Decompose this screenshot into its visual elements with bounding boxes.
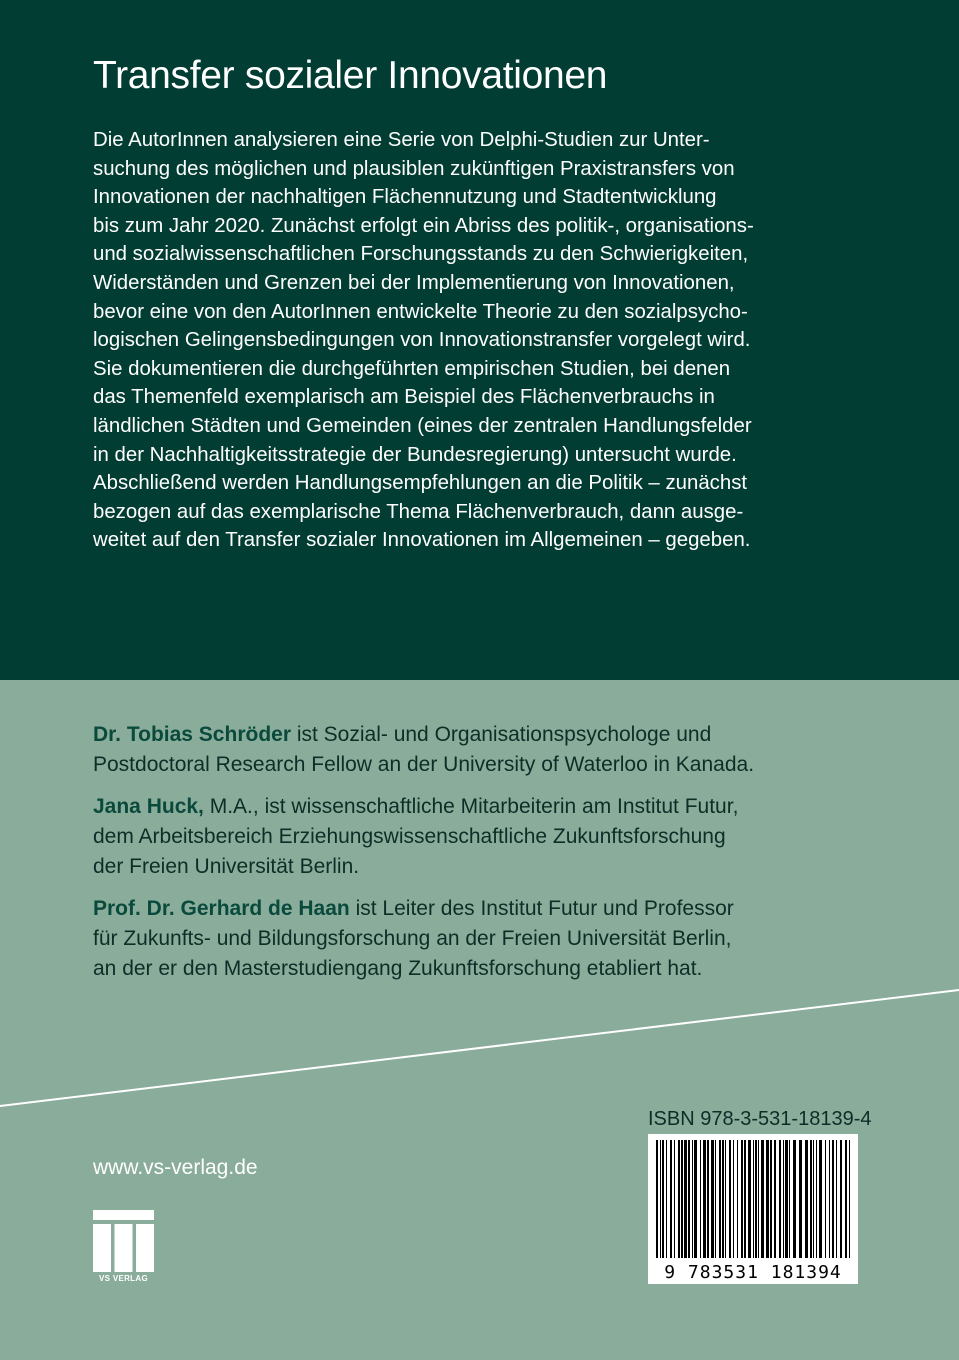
barcode-bar — [766, 1140, 769, 1258]
barcode-bar — [725, 1140, 726, 1258]
author-bio-line: an der er den Masterstudiengang Zukunftsforschung etabliert hat. — [93, 957, 703, 980]
author-bio-line: dem Arbeitsbereich Erziehungswissenschaftliche Zukunftsforschung — [93, 825, 726, 848]
description-line: bevor eine von den AutorInnen entwickelte Theorie zu den sozialpsycho- — [93, 300, 748, 323]
barcode — [648, 1134, 858, 1284]
barcode-bar — [813, 1140, 814, 1258]
barcode-bar — [783, 1140, 784, 1258]
barcode-bar — [789, 1140, 790, 1258]
description-line: bis zum Jahr 2020. Zunächst erfolgt ein Abriss des politik-, organisations- — [93, 214, 754, 237]
barcode-bar — [715, 1140, 716, 1258]
author-bio-text: M.A., ist wissenschaftliche Mitarbeiterin am Institut Futur, — [203, 795, 739, 818]
description-line: logischen Gelingensbedingungen von Innovationstransfer vorgelegt wird. — [93, 329, 751, 352]
vs-verlag-logo — [93, 1210, 154, 1285]
barcode-bar — [840, 1140, 842, 1258]
barcode-bar — [719, 1140, 721, 1258]
barcode-bar — [662, 1140, 664, 1258]
barcode-bar — [836, 1140, 837, 1258]
barcode-bar — [684, 1140, 687, 1258]
vs-verlag-logo-icon — [93, 1210, 154, 1272]
description-line: das Themenfeld exemplarisch am Beispiel des Flächenverbrauchs in — [93, 386, 715, 409]
barcode-bar — [819, 1140, 822, 1258]
barcode-bar — [753, 1140, 754, 1258]
description-line: bezogen auf das exemplarische Thema Flächenverbrauch, dann ausge- — [93, 500, 744, 523]
barcode-bar — [761, 1140, 764, 1258]
description-line: Innovationen der nachhaltigen Flächennutzung und Stadtentwicklung — [93, 186, 717, 209]
barcode-bar — [825, 1140, 826, 1258]
description-line: in der Nachhaltigkeitsstrategie der Bundesregierung) untersucht wurde. — [93, 443, 737, 466]
barcode-bar — [845, 1140, 847, 1258]
barcode-bar — [785, 1140, 788, 1258]
barcode-bar — [660, 1140, 661, 1258]
description-line: ländlichen Städten und Gemeinden (eines der zentralen Handlungsfelder — [93, 414, 752, 437]
barcode-bar — [694, 1140, 697, 1258]
description-line: Abschließend werden Handlungsempfehlungen an die Politik – zunächst — [93, 472, 748, 495]
barcode-bar — [670, 1140, 672, 1258]
author-bio-line: der Freien Universität Berlin. — [93, 855, 360, 878]
book-title: Transfer sozialer Innovationen — [93, 54, 608, 97]
barcode-bar — [729, 1140, 731, 1258]
barcode-bar — [816, 1140, 817, 1258]
barcode-bar — [799, 1140, 802, 1258]
author-name: Dr. Tobias Schröder — [93, 723, 291, 746]
barcode-bar — [744, 1140, 746, 1258]
publisher-website: www.vs-verlag.de — [93, 1156, 258, 1179]
description-line: suchung des möglichen und plausiblen zukünftigen Praxistransfers von — [93, 157, 735, 180]
description-line: Sie dokumentieren die durchgeführten empirischen Studien, bei denen — [93, 357, 731, 380]
barcode-bar — [681, 1140, 683, 1258]
barcode-bar — [779, 1140, 781, 1258]
description-line: Widerständen und Grenzen bei der Implementierung von Innovationen, — [93, 271, 735, 294]
barcode-bar — [678, 1140, 680, 1258]
author-name: Jana Huck, — [93, 795, 204, 818]
barcode-bar — [829, 1140, 830, 1258]
barcode-bar — [849, 1140, 850, 1258]
barcode-bar — [748, 1140, 751, 1258]
barcode-icon — [648, 1134, 858, 1284]
barcode-bar — [703, 1140, 706, 1258]
barcode-bar — [656, 1140, 658, 1258]
barcode-bar — [688, 1140, 690, 1258]
publisher-logo-text: VS VERLAG — [99, 1274, 148, 1283]
barcode-bar — [770, 1140, 772, 1258]
barcode-bar — [755, 1140, 757, 1258]
author-bio-line: für Zukunfts- und Bildungsforschung an der Freien Universität Berlin, — [93, 927, 732, 950]
author-bio-text: ist Leiter des Institut Futur und Professor — [349, 897, 734, 920]
barcode-bar — [832, 1140, 834, 1258]
description-line: weitet auf den Transfer sozialer Innovationen im Allgemeinen – gegeben. — [93, 529, 751, 552]
barcode-bar — [793, 1140, 796, 1258]
barcode-bar — [805, 1140, 808, 1258]
author-bio-text: ist Sozial- und Organisationspsychologe und — [291, 723, 712, 746]
barcode-digits: 9 783531 181394 — [664, 1262, 842, 1283]
barcode-bar — [741, 1140, 743, 1258]
author-bio-line: Postdoctoral Research Fellow an der University of Waterloo in Kanada. — [93, 753, 755, 776]
barcode-bar — [737, 1140, 738, 1258]
barcode-bar — [692, 1140, 693, 1258]
author-name: Prof. Dr. Gerhard de Haan — [93, 897, 350, 920]
barcode-bar — [707, 1140, 709, 1258]
description-line: Die AutorInnen analysieren eine Serie von Delphi-Studien zur Unter- — [93, 129, 710, 151]
barcode-bar — [810, 1140, 812, 1258]
barcode-bar — [711, 1140, 714, 1258]
barcode-bar — [666, 1140, 667, 1258]
barcode-bar — [674, 1140, 675, 1258]
barcode-bar — [722, 1140, 724, 1258]
barcode-bar — [758, 1140, 759, 1258]
barcode-bar — [700, 1140, 701, 1258]
description-line: und sozialwissenschaftlichen Forschungsstands zu den Schwierigkeiten, — [93, 243, 749, 266]
barcode-bar — [733, 1140, 734, 1258]
isbn: ISBN 978-3-531-18139-4 — [648, 1108, 872, 1130]
barcode-bar — [774, 1140, 776, 1258]
